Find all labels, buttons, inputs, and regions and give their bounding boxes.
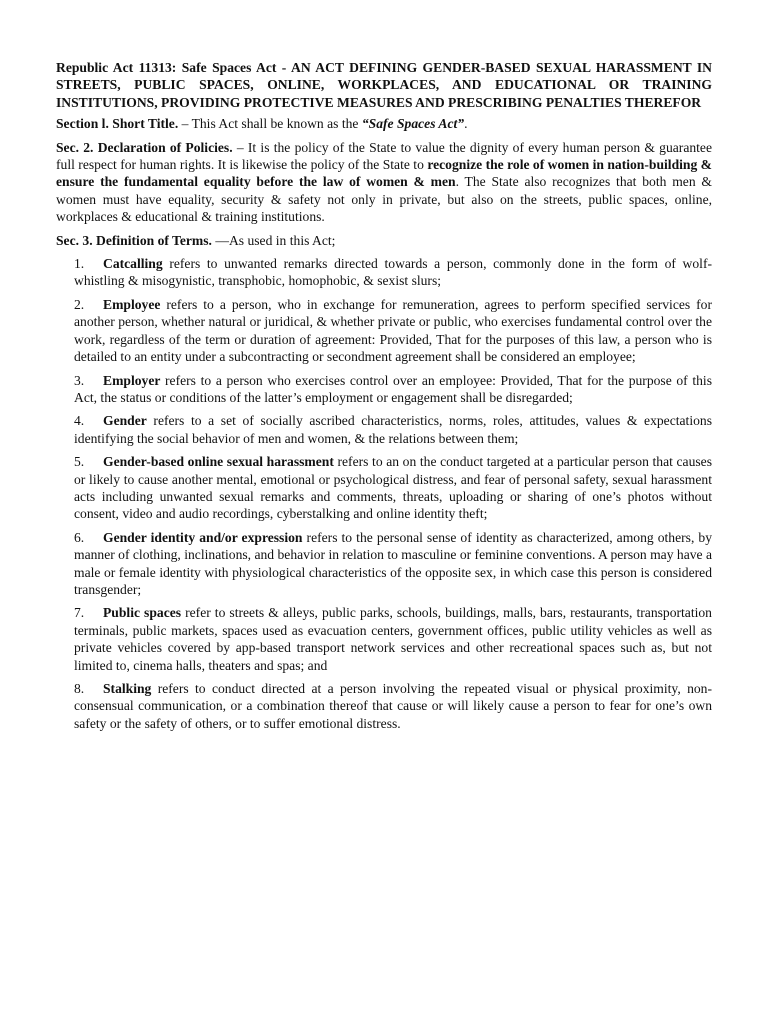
defined-term: Catcalling bbox=[103, 256, 163, 272]
section-2-heading: Sec. 2. Declaration of Policies. bbox=[56, 139, 233, 155]
list-item-number: 2. bbox=[74, 296, 85, 312]
section-2-emphasis: recognize the role of women in nation-building & ensure the fundamental equality before the law of women & men bbox=[56, 157, 712, 190]
section-1 bbox=[56, 115, 712, 132]
section-2-text-2: . The State also recognizes that both men & women must have equality, security & safety not only in private, but also on the streets, public spaces, online, workplaces & educational & training institutions. bbox=[56, 174, 712, 225]
definition-text: refers to conduct directed at a person involving the repeated visual or physical proximity, non-consensual communication, or a combination thereof that cause or will likely cause a person to fear for one’s own safety or the safety of others, or to suffer emotional distress. bbox=[74, 681, 712, 731]
definition-text: refers to a set of socially ascribed characteristics, norms, roles, attitudes, values & expectations identifying the social behavior of men and women, & the relations between them; bbox=[74, 413, 712, 446]
list-item bbox=[74, 412, 712, 447]
definition-text: refers to the personal sense of identity as characterized, among others, by manner of clothing, inclinations, and behavior in relation to masculine or feminine conventions. A person may have a male or female identity with physiological characteristics of the opposite sex, in which case this person is considered transgender; bbox=[74, 529, 712, 597]
list-item bbox=[74, 604, 712, 674]
list-item bbox=[74, 255, 712, 290]
list-item-number: 6. bbox=[74, 529, 85, 545]
defined-term: Public spaces bbox=[103, 605, 182, 621]
list-item-number: 8. bbox=[74, 681, 85, 696]
section-3 bbox=[56, 232, 712, 249]
section-2 bbox=[56, 139, 712, 226]
section-1-end: . bbox=[464, 116, 468, 132]
section-1-text: – This Act shall be known as the bbox=[178, 116, 362, 132]
section-2-text-1: – It is the policy of the State to value the dignity of every human person & guarantee full respect for human rights. It is likewise the policy of the State to bbox=[56, 139, 712, 173]
list-item bbox=[74, 529, 712, 599]
defined-term: Gender identity and/or expression bbox=[103, 529, 303, 545]
definition-text: refers to a person who exercises control over an employee: Provided, That for the purpose of this Act, the status or conditions of the latter’s employment or engagement shall be disregarded; bbox=[74, 372, 712, 405]
defined-term: Employee bbox=[103, 296, 161, 312]
section-3-heading: Sec. 3. Definition of Terms. bbox=[56, 232, 212, 248]
document-title: Republic Act 11313: Safe Spaces Act - AN ACT DEFINING GENDER-BASED SEXUAL HARASSMENT IN STREETS, PUBLIC SPACES, ONLINE, WORKPLACES, AND EDUCATIONAL OR TRAINING INSTITUTIONS, PROVIDING PROTECTIVE MEASURES AND PRESCRIBING PENALTIES THEREFOR bbox=[56, 60, 712, 110]
defined-term: Stalking bbox=[103, 681, 152, 696]
section-1-heading: Section l. Short Title. bbox=[56, 116, 179, 132]
definitions-list bbox=[56, 255, 712, 732]
list-item bbox=[74, 372, 712, 407]
list-item-number: 3. bbox=[74, 372, 85, 388]
list-item bbox=[74, 453, 712, 523]
defined-term: Gender bbox=[103, 413, 147, 429]
section-3-text: —As used in this Act; bbox=[211, 232, 336, 248]
list-item bbox=[74, 680, 712, 732]
definition-text: refer to streets & alleys, public parks, schools, buildings, malls, bars, restaurants, transportation terminals, public markets, spaces used as evacuation centers, government offices, public utility vehicles as well as private vehicles covered by app-based transport network services and other recreational spaces such as, but not limited to, cinema halls, theaters and spas; and bbox=[74, 605, 712, 673]
list-item-number: 4. bbox=[74, 413, 85, 429]
list-item bbox=[74, 296, 712, 366]
list-item-number: 1. bbox=[74, 256, 85, 272]
defined-term: Gender-based online sexual harassment bbox=[103, 454, 334, 470]
definition-text: refers to an on the conduct targeted at a particular person that causes or likely to cause another mental, emotional or psychological distress, and fear of personal safety, sexual harassment acts including unwanted sexual remarks and comments, threats, uploading or sharing of one’s photos without consent, video and audio recordings, cyberstalking and online identity theft; bbox=[74, 454, 712, 522]
definition-text: refers to a person, who in exchange for remuneration, agrees to perform specified services for another person, whether natural or juridical, & whether private or public, who exercises fundamental control over the work, regardless of the term or duration of agreement: Provided, That for the purposes of this law, a person who is detailed to an entity under a subcontracting or secondment agreement shall be considered an employee; bbox=[74, 296, 712, 365]
defined-term: Employer bbox=[103, 372, 161, 388]
list-item-number: 5. bbox=[74, 454, 85, 470]
definition-text: refers to unwanted remarks directed towards a person, commonly done in the form of wolf-whistling & misogynistic, transphobic, homophobic, & sexist slurs; bbox=[74, 256, 712, 289]
list-item-number: 7. bbox=[74, 605, 85, 621]
short-title-name: “Safe Spaces Act” bbox=[361, 116, 465, 132]
